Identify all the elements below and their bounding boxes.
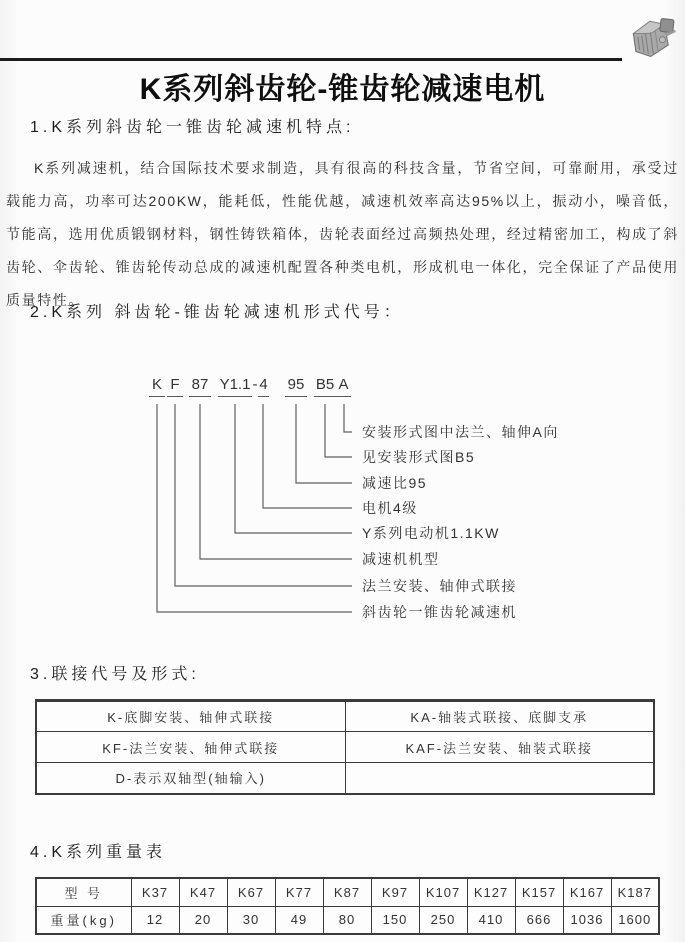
callout-ratio: 减速比95 bbox=[362, 475, 428, 491]
value-cell: 1600 bbox=[611, 906, 659, 934]
code-ratio: 95 bbox=[285, 376, 307, 397]
value-cell: 49 bbox=[275, 906, 323, 934]
callout-motor-power: Y系列电动机1.1KW bbox=[362, 525, 500, 541]
header-cell: K187 bbox=[611, 878, 659, 906]
header-cell: K37 bbox=[131, 878, 179, 906]
callout-motor-poles: 电机4级 bbox=[362, 500, 418, 516]
code-motor-poles: 4 bbox=[258, 376, 269, 397]
code-mounting-form: B5 bbox=[314, 376, 336, 397]
connection-code-table bbox=[35, 699, 655, 795]
callout-mounting-form: 见安装形式图B5 bbox=[362, 449, 476, 465]
value-cell: 150 bbox=[371, 906, 419, 934]
code-mount: F bbox=[167, 376, 183, 397]
callout-frame-size: 减速机机型 bbox=[362, 551, 440, 567]
header-cell: K107 bbox=[419, 878, 467, 906]
section2-heading: 2.K系列 斜齿轮-锥齿轮减速机形式代号： bbox=[30, 304, 404, 321]
section1-heading: 1.K系列斜齿轮一锥齿轮减速机特点: bbox=[30, 119, 355, 136]
value-cell: 30 bbox=[227, 906, 275, 934]
conn-cell bbox=[345, 763, 654, 794]
header-cell: K47 bbox=[179, 878, 227, 906]
page-title: K系列斜齿轮-锥齿轮减速电机 bbox=[139, 73, 546, 106]
code-frame-size: 87 bbox=[189, 376, 211, 397]
weight-header-row bbox=[36, 878, 659, 906]
code-motor-power: Y1.1 bbox=[218, 376, 252, 397]
code-shaft-direction: A bbox=[336, 376, 351, 397]
value-cell: 20 bbox=[179, 906, 227, 934]
weight-table bbox=[35, 877, 660, 935]
section4-heading: 4.K系列重量表 bbox=[30, 844, 167, 861]
gearmotor-photo-icon bbox=[626, 11, 680, 63]
value-cell: 250 bbox=[419, 906, 467, 934]
header-cell: K167 bbox=[563, 878, 611, 906]
value-cell: 666 bbox=[515, 906, 563, 934]
header-cell: K157 bbox=[515, 878, 563, 906]
header-cell: K127 bbox=[467, 878, 515, 906]
weight-value-row bbox=[36, 906, 659, 934]
conn-cell: KAF-法兰安装、轴装式联接 bbox=[345, 732, 654, 763]
header-rule bbox=[0, 58, 622, 61]
value-cell: 80 bbox=[323, 906, 371, 934]
callout-leader-lines bbox=[0, 400, 685, 625]
header-cell-model: 型 号 bbox=[36, 878, 131, 906]
conn-cell: D-表示双轴型(轴输入) bbox=[36, 763, 345, 794]
header-cell: K97 bbox=[371, 878, 419, 906]
section3-heading: 3.联接代号及形式: bbox=[30, 666, 200, 683]
table-row bbox=[36, 732, 654, 763]
features-paragraph: K系列减速机，结合国际技术要求制造，具有很高的科技含量，节省空间，可靠耐用，承受过载能力高，功率可达200KW，能耗低，性能优越，减速机效率高达95%以上，振动小，噪音低，节能高，选用优质锻钢材料，钢性铸铁箱体，齿轮表面经过高频热处理，经过精密加工，构成了斜齿轮、伞齿轮、锥齿轮传动总成的减速机配置各种类电机，形成机电一体化，完全保证了产品使用质量特性。 bbox=[6, 160, 679, 308]
callout-shaft-direction: 安装形式图中法兰、轴伸A向 bbox=[362, 424, 559, 440]
conn-cell: K-底脚安装、轴伸式联接 bbox=[36, 701, 345, 732]
row-label-cell: 重量(kg) bbox=[36, 906, 131, 934]
conn-cell: KA-轴装式联接、底脚支承 bbox=[345, 701, 654, 732]
value-cell: 12 bbox=[131, 906, 179, 934]
conn-cell: KF-法兰安装、轴伸式联接 bbox=[36, 732, 345, 763]
table-row bbox=[36, 701, 654, 732]
callout-series: 斜齿轮一锥齿轮减速机 bbox=[362, 604, 517, 620]
header-cell: K67 bbox=[227, 878, 275, 906]
code-series: K bbox=[149, 376, 165, 397]
value-cell: 410 bbox=[467, 906, 515, 934]
header-cell: K77 bbox=[275, 878, 323, 906]
code-dash: - bbox=[252, 376, 258, 393]
callout-mount-type: 法兰安装、轴伸式联接 bbox=[362, 578, 517, 594]
table-row bbox=[36, 763, 654, 794]
header-cell: K87 bbox=[323, 878, 371, 906]
value-cell: 1036 bbox=[563, 906, 611, 934]
